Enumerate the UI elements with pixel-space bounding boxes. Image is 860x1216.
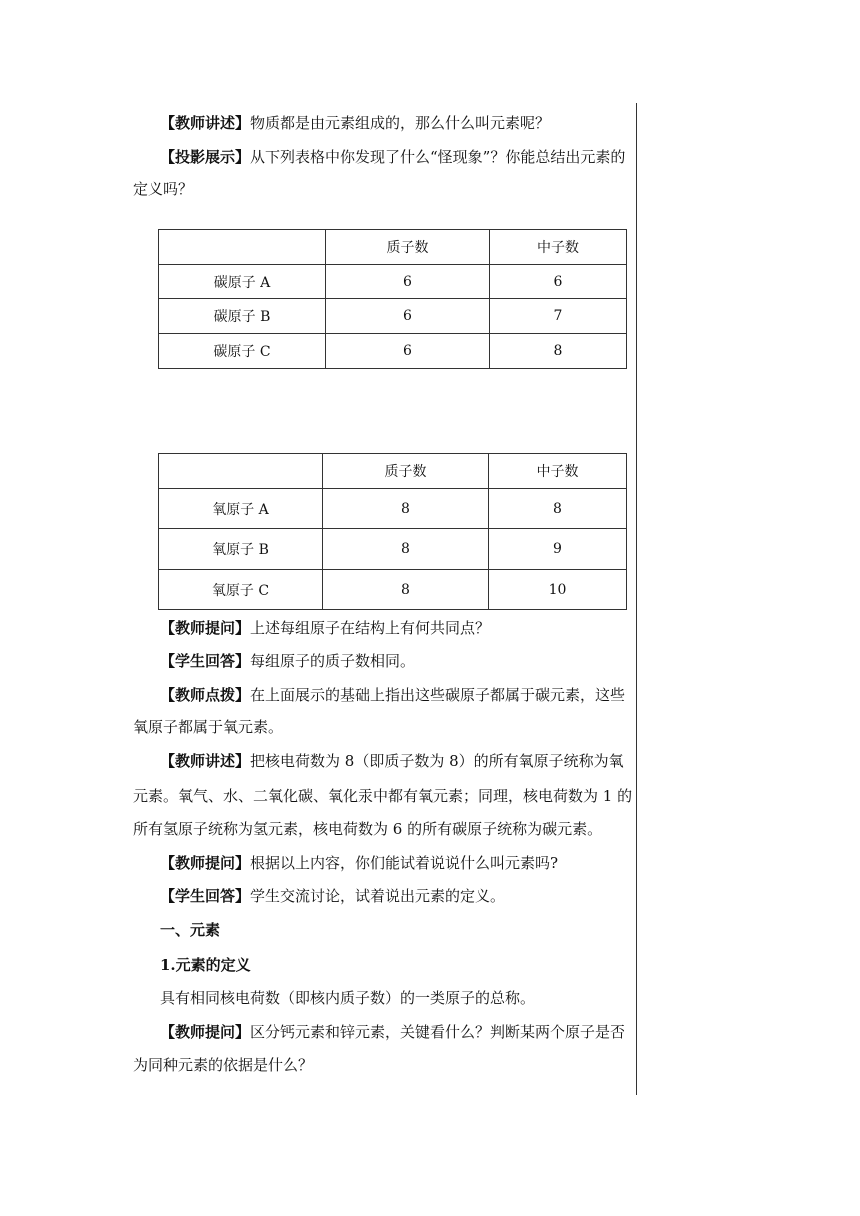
table-row	[159, 265, 627, 299]
table-cell: 8	[323, 489, 489, 529]
projection-show-line-1: 【投影展示】从下列表格中你发现了什么“怪现象”？你能总结出元素的	[160, 148, 626, 166]
teacher-question-1: 【教师提问】上述每组原子在结构上有何共同点？	[160, 619, 491, 637]
projection-show-line-2: 定义吗？	[133, 180, 194, 198]
header-cell	[159, 454, 323, 489]
header-cell: 中子数	[489, 454, 627, 489]
section-heading: 一、元素	[160, 921, 221, 939]
teacher-question-3-line-1: 【教师提问】区分钙元素和锌元素，关键看什么？判断某两个原子是否	[160, 1023, 626, 1041]
table-row	[159, 529, 627, 570]
table-row	[159, 299, 627, 334]
element-definition: 具有相同核电荷数（即核内质子数）的一类原子的总称。	[160, 989, 536, 1007]
table-cell: 8	[323, 570, 489, 610]
table-cell: 10	[489, 570, 627, 610]
margin-rule	[636, 103, 637, 1095]
teacher-question-3-line-2: 为同种元素的依据是什么？	[133, 1056, 314, 1074]
table-row	[159, 334, 627, 369]
table-cell: 氧原子 C	[159, 570, 323, 610]
table-cell: 氧原子 B	[159, 529, 323, 570]
header-cell	[159, 230, 326, 265]
table-cell: 碳原子 A	[159, 265, 326, 299]
teacher-question-2: 【教师提问】根据以上内容，你们能试着说说什么叫元素吗?	[160, 854, 559, 872]
table-row	[159, 570, 627, 610]
header-cell: 质子数	[326, 230, 490, 265]
table-cell: 6	[490, 265, 627, 299]
table-cell: 氧原子 A	[159, 489, 323, 529]
student-answer-2: 【学生回答】学生交流讨论，试着说出元素的定义。	[160, 887, 506, 905]
header-cell: 中子数	[490, 230, 627, 265]
table-cell: 碳原子 B	[159, 299, 326, 334]
table-cell: 8	[323, 529, 489, 570]
teacher-statement-1: 【教师讲述】物质都是由元素组成的，那么什么叫元素呢？	[160, 114, 551, 132]
table-header-row	[159, 230, 627, 265]
teacher-guidance-line-2: 氧原子都属于氧元素。	[133, 718, 284, 736]
table-cell: 9	[489, 529, 627, 570]
teacher-statement-2-line-2: 元素。氧气、水、二氧化碳、氧化汞中都有氧元素；同理，核电荷数为 1 的	[133, 787, 633, 805]
table-cell: 8	[489, 489, 627, 529]
teacher-statement-2-line-1: 【教师讲述】把核电荷数为 8（即质子数为 8）的所有氧原子统称为氧	[160, 752, 624, 770]
table-cell: 6	[326, 265, 490, 299]
oxygen-atom-table	[158, 453, 627, 610]
teacher-statement-2-line-3: 所有氢原子统称为氢元素，核电荷数为 6 的所有碳原子统称为碳元素。	[133, 820, 603, 838]
table-cell: 6	[326, 334, 490, 369]
carbon-atom-table	[158, 229, 627, 369]
table-header-row	[159, 454, 627, 489]
table-cell: 6	[326, 299, 490, 334]
table-cell: 7	[490, 299, 627, 334]
student-answer-1: 【学生回答】每组原子的质子数相同。	[160, 652, 416, 670]
teacher-guidance-line-1: 【教师点拨】在上面展示的基础上指出这些碳原子都属于碳元素，这些	[160, 686, 626, 704]
table-row	[159, 489, 627, 529]
table-cell: 碳原子 C	[159, 334, 326, 369]
table-cell: 8	[490, 334, 627, 369]
subsection-heading: 1.元素的定义	[160, 956, 251, 974]
header-cell: 质子数	[323, 454, 489, 489]
